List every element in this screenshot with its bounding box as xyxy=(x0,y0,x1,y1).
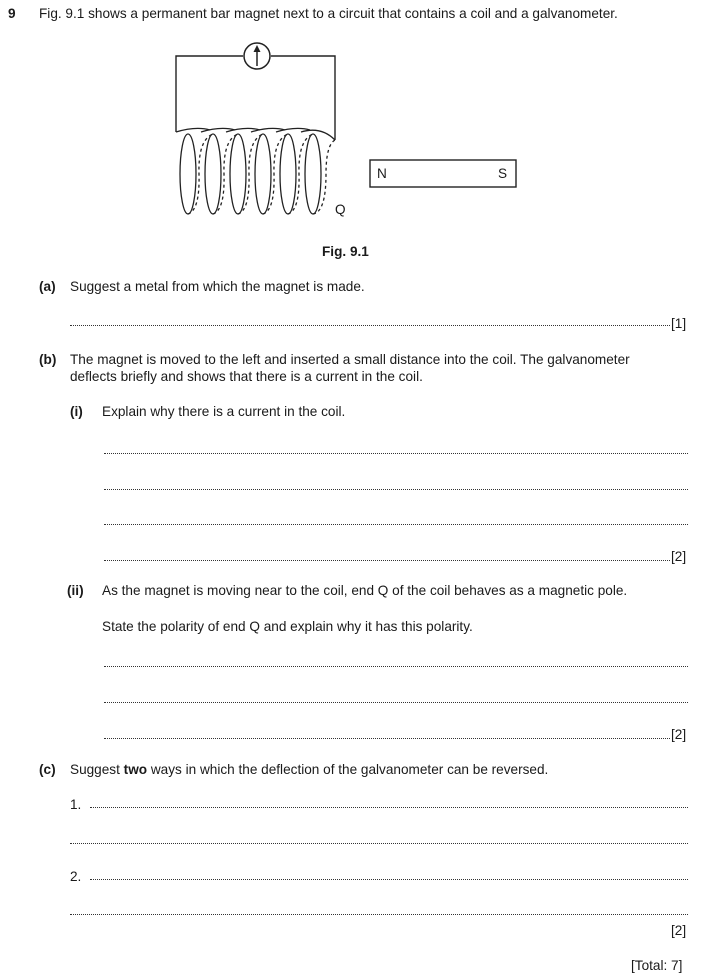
part-b-ii-text: As the magnet is moving near to the coil, end Q of the coil behaves as a magnetic pole. xyxy=(102,583,628,598)
answer-line-c-2b[interactable] xyxy=(70,914,688,915)
question-number: 9 xyxy=(8,6,16,21)
coil-icon xyxy=(176,128,335,214)
part-b-text-line1: The magnet is moved to the left and inserted a small distance into the coil. The galvanometer xyxy=(70,352,630,367)
part-c-marks: [2] xyxy=(671,923,687,938)
answer-line-b-i-3[interactable] xyxy=(104,524,688,525)
part-b-ii-marks: [2] xyxy=(671,727,687,742)
part-b-label: (b) xyxy=(39,352,57,367)
answer-line-b-i-2[interactable] xyxy=(104,489,688,490)
magnet-north-label: N xyxy=(377,166,387,181)
answer-line-b-ii-3[interactable] xyxy=(104,738,670,739)
part-b-ii-label: (ii) xyxy=(67,583,84,598)
question-intro: Fig. 9.1 shows a permanent bar magnet next to a circuit that contains a coil and a galvanometer. xyxy=(39,6,618,21)
answer-line-a[interactable] xyxy=(70,325,670,326)
answer-line-c-2[interactable] xyxy=(90,879,688,880)
part-b-i-label: (i) xyxy=(70,404,83,419)
galvanometer-icon xyxy=(244,43,270,69)
answer-line-c-1b[interactable] xyxy=(70,843,688,844)
part-c-item-2-label: 2. xyxy=(70,869,82,884)
part-c-item-1-label: 1. xyxy=(70,797,82,812)
magnet-south-label: S xyxy=(498,166,508,181)
answer-line-b-ii-2[interactable] xyxy=(104,702,688,703)
part-a-text: Suggest a metal from which the magnet is made. xyxy=(70,279,365,294)
part-c-label: (c) xyxy=(39,762,56,777)
part-c-text: Suggest two ways in which the deflection of the galvanometer can be reversed. xyxy=(70,762,549,777)
part-b-text-line2: deflects briefly and shows that there is a current in the coil. xyxy=(70,369,423,384)
part-b-ii-instruction: State the polarity of end Q and explain why it has this polarity. xyxy=(102,619,473,634)
coil-end-q-label: Q xyxy=(335,202,346,217)
part-a-label: (a) xyxy=(39,279,56,294)
answer-line-b-i-4[interactable] xyxy=(104,560,670,561)
answer-line-c-1[interactable] xyxy=(90,807,688,808)
answer-line-b-ii-1[interactable] xyxy=(104,666,688,667)
part-a-marks: [1] xyxy=(671,316,687,331)
part-b-i-text: Explain why there is a current in the coil. xyxy=(102,404,346,419)
answer-line-b-i-1[interactable] xyxy=(104,453,688,454)
total-marks: [Total: 7] xyxy=(631,958,683,973)
part-b-i-marks: [2] xyxy=(671,549,687,564)
figure-caption: Fig. 9.1 xyxy=(322,244,369,259)
bar-magnet xyxy=(370,160,516,187)
